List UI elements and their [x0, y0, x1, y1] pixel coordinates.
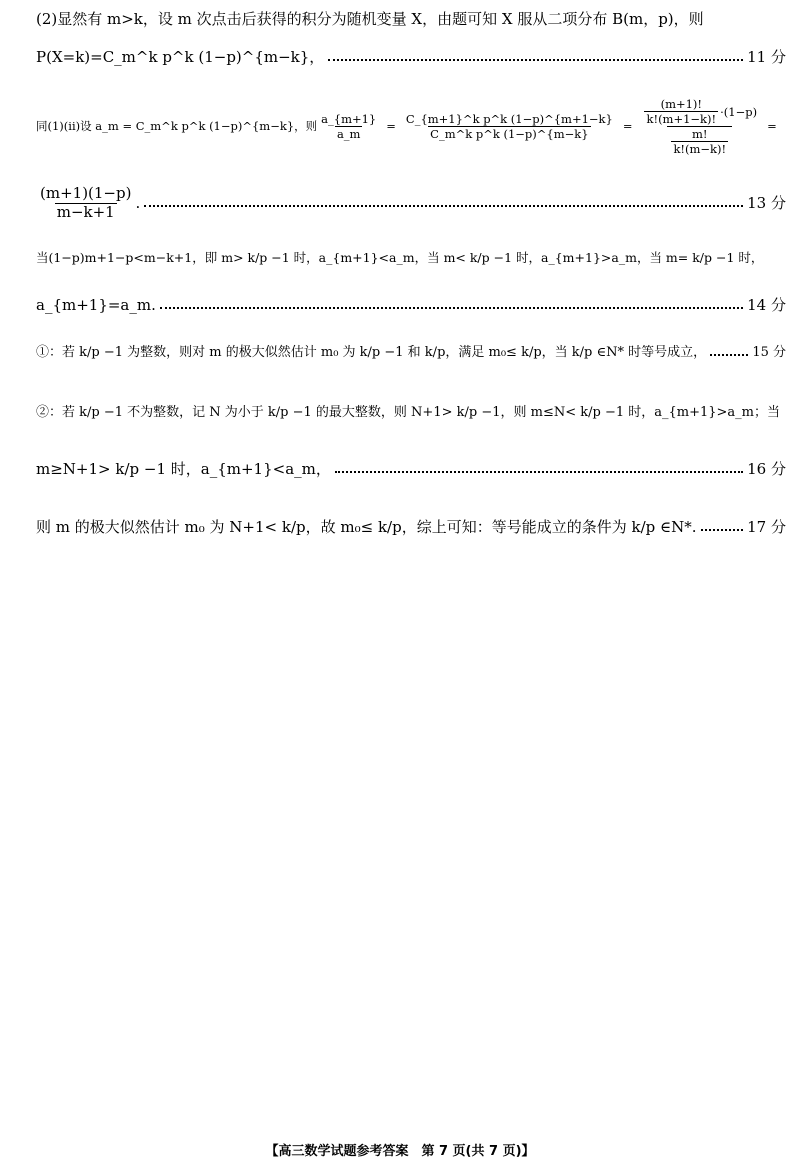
binomial-fraction	[404, 113, 615, 140]
fraction-numerator: m!	[692, 127, 708, 142]
score-mark: 14 分	[747, 296, 786, 314]
solution-text: ①：若 k/p −1 为整数，则对 m 的极大似然估计 m₀ 为 k/p −1 和 k/p，满足 m₀≤ k/p，当 k/p ∈N* 时等号成立，	[36, 345, 707, 360]
solution-text: 当(1−p)m+1−p<m−k+1，即 m> k/p −1 时，a_{m+1}<a_m，当 m< k/p −1 时，a_{m+1}>a_m，当 m= k/p −1 时，	[36, 250, 764, 265]
fraction-numerator: C_{m+1}^k p^k (1−p)^{m+1−k}	[405, 112, 613, 127]
score-mark: 17 分	[747, 518, 786, 536]
inner-fraction	[671, 128, 728, 155]
factorial-fraction	[640, 98, 759, 155]
solution-line-2	[36, 50, 786, 65]
solution-line-4: $\frac{(m+1)(1-p)}{m-k+1}$ . 13 分	[40, 184, 786, 221]
solution-text: ②：若 k/p −1 不为整数，记 N 为小于 k/p −1 的最大整数，则 N+1> k/p −1，则 m≤N< k/p −1 时，a_{m+1}>a_m；当	[36, 405, 781, 420]
fraction-denominator: m−k+1	[56, 202, 115, 221]
solution-line-5	[36, 252, 786, 265]
solution-text: m≥N+1> k/p −1 时，a_{m+1}<a_m，	[36, 460, 331, 478]
fraction-denominator: k!(m+1−k)!	[646, 112, 717, 127]
result-fraction	[38, 186, 133, 221]
fraction-numerator: (m+1)(1−p)	[40, 184, 132, 202]
solution-text: a_{m+1}=a_m.	[36, 296, 156, 314]
solution-line-10	[36, 520, 786, 535]
solution-line-3: 同(1)(ii)设 a_m = C_m^k p^k (1−p)^{m−k}，则 $\frac{a\_\{m+1\}}{a\_m}$ = $\frac{\text{C\_\{m+1\}\textasciicircum{}k p\textasciicircum{}k (1−p)\textasciicircum{}\{m+1−k\}}}{\text{C\_m\textasciicircum{}k p\textasciicircum{}k (1−p)\textasciicircum{}\{m−k\}}}$ = $\frac{(m+1)!}{k!(m+1-k)!}$ ·(1−p) $\frac{m!}{k!(m-k)!}$ =	[36, 97, 777, 157]
leader-dots	[160, 306, 743, 309]
solution-line-1	[36, 12, 786, 27]
solution-line-6	[36, 298, 786, 313]
score-mark: 16 分	[747, 460, 786, 478]
leader-dots	[335, 470, 743, 473]
solution-text: 则 m 的极大似然估计 m₀ 为 N+1< k/p，故 m₀≤ k/p，综上可知：等号能成立的条件为 k/p ∈N*.	[36, 518, 697, 536]
fraction-numerator: (m+1)!	[660, 97, 703, 111]
inner-fraction	[644, 98, 718, 125]
factor-text: ·(1−p)	[720, 104, 758, 119]
fraction-numerator: a_{m+1}	[321, 112, 377, 127]
solution-text: 同(1)(ii)设 a_m = C_m^k p^k (1−p)^{m−k}，则	[36, 118, 318, 133]
score-mark: 15 分	[752, 345, 786, 360]
solution-line-8	[36, 406, 786, 419]
leader-dots	[710, 353, 748, 356]
solution-line-9	[36, 462, 786, 477]
leader-dots	[328, 58, 743, 61]
ratio-fraction	[319, 113, 378, 140]
leader-dots	[701, 528, 744, 531]
score-mark: 11 分	[747, 48, 786, 66]
page-footer: 【高三数学试题参考答案 第 7 页(共 7 页)】	[265, 1144, 535, 1159]
solution-text: (2)显然有 m>k，设 m 次点击后获得的积分为随机变量 X，由题可知 X 服从二项分布 B(m，p)，则	[36, 10, 704, 28]
fraction-denominator: k!(m−k)!	[673, 142, 727, 157]
leader-dots	[144, 204, 743, 207]
solution-text: P(X=k)=C_m^k p^k (1−p)^{m−k}，	[36, 48, 325, 66]
fraction-denominator: a_m	[336, 127, 361, 142]
solution-line-7	[36, 346, 786, 359]
fraction-denominator: C_m^k p^k (1−p)^{m−k}	[430, 127, 589, 142]
score-mark: 13 分	[747, 193, 786, 212]
